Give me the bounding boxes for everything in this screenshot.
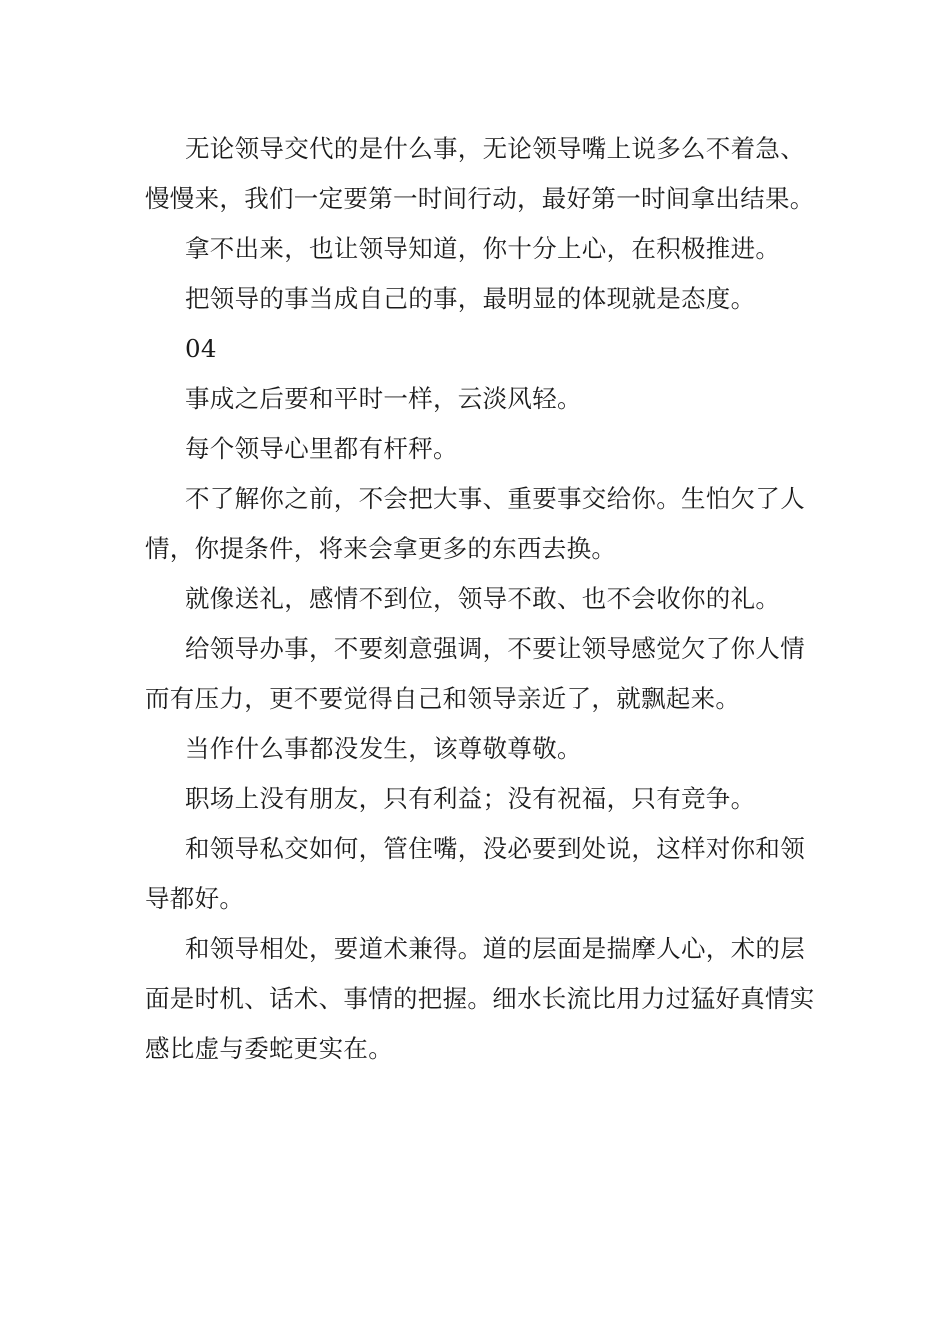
paragraph-12: 和领导相处，要道术兼得。道的层面是揣摩人心，术的层面是时机、话术、事情的把握。细水长流比用力过猛好真情实感比虚与委蛇更实在。	[145, 934, 815, 1063]
paragraph-2: 拿不出来，也让领导知道，你十分上心，在积极推进。	[185, 234, 781, 263]
section-number: 04	[185, 334, 217, 363]
paragraph-1: 无论领导交代的是什么事，无论领导嘴上说多么不着急、慢慢来，我们一定要第一时间行动，最好第一时间拿出结果。	[145, 134, 815, 213]
paragraph-11: 和领导私交如何，管住嘴，没必要到处说，这样对你和领导都好。	[145, 834, 805, 913]
paragraph-7: 就像送礼，感情不到位，领导不敢、也不会收你的礼。	[185, 584, 781, 613]
paragraph-9: 当作什么事都没发生，该尊敬尊敬。	[185, 734, 582, 763]
paragraph-3: 把领导的事当成自己的事，最明显的体现就是态度。	[185, 284, 756, 313]
paragraph-8: 给领导办事，不要刻意强调，不要让领导感觉欠了你人情而有压力，更不要觉得自己和领导亲近了，就飘起来。	[145, 634, 805, 713]
paragraph-5: 每个领导心里都有杆秤。	[185, 434, 458, 463]
document-page	[145, 124, 825, 1074]
paragraph-4: 事成之后要和平时一样，云淡风轻。	[185, 384, 582, 413]
paragraph-6: 不了解你之前，不会把大事、重要事交给你。生怕欠了人情，你提条件，将来会拿更多的东西去换。	[145, 484, 805, 563]
paragraph-10: 职场上没有朋友，只有利益；没有祝福，只有竞争。	[185, 784, 756, 813]
